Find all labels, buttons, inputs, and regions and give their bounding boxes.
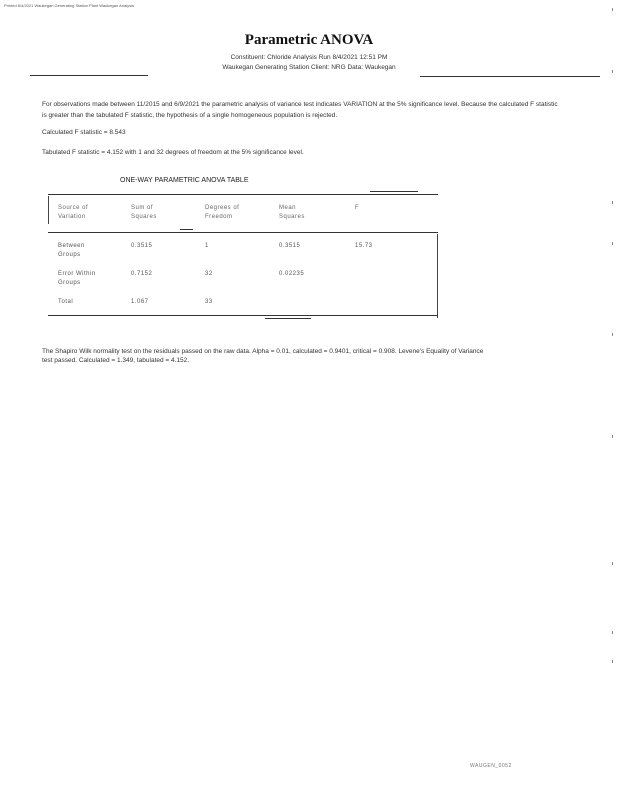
- table-bottom-rule-accent: [265, 318, 311, 319]
- row-within-df: 32: [205, 271, 213, 277]
- document-code: WAUGEN_0052: [470, 763, 512, 769]
- normality-test-line-1: The Shapiro Wilk normality test on the residuals passed on the raw data. Alpha = 0.01, calculated = 0.9401, critical = 0.908. Levene's Equality of Variance: [42, 348, 484, 355]
- table-right-border: [437, 234, 438, 318]
- row-between-ss: 0.3515: [131, 243, 153, 249]
- calculated-f-line: Calculated F statistic = 8.543: [42, 129, 126, 136]
- margin-tick: [612, 660, 613, 663]
- constituent-line: Constituent: Chloride Analysis Run 8/4/2021 12:51 PM: [230, 54, 388, 61]
- header-f: F: [355, 205, 360, 211]
- margin-tick: [612, 201, 613, 204]
- row-total-source-1: Total: [58, 299, 74, 305]
- station-line: Waukegan Generating Station Client: NRG Data: Waukegan: [222, 64, 396, 71]
- header-ms-2: Squares: [279, 214, 305, 220]
- header-source-1: Source of: [58, 205, 89, 211]
- header-rule-right: [420, 76, 600, 77]
- margin-tick: [612, 333, 613, 336]
- row-between-f: 15.73: [355, 243, 373, 249]
- table-left-border: [48, 196, 49, 224]
- margin-tick: [612, 242, 613, 245]
- anova-table-title: ONE-WAY PARAMETRIC ANOVA TABLE: [120, 177, 249, 184]
- table-top-rule-accent: [370, 191, 418, 192]
- header-ms-1: Mean: [279, 205, 297, 211]
- print-header: Printed 8/4/2021 Waukegan Generating Station Plant Waukegan Analysis: [4, 3, 135, 8]
- row-within-source-2: Groups: [58, 280, 81, 286]
- page-title: Parametric ANOVA: [244, 32, 374, 48]
- row-total-ss: 1.067: [131, 299, 149, 305]
- row-between-df: 1: [205, 243, 209, 249]
- row-within-ss: 0.7152: [131, 271, 153, 277]
- table-header-rule: [48, 232, 438, 233]
- header-source-2: Variation: [58, 214, 86, 220]
- normality-test-line-2: test passed. Calculated = 1.349, tabulated = 4.152.: [42, 357, 190, 364]
- header-df-1: Degrees of: [205, 205, 240, 211]
- row-between-source-2: Groups: [58, 252, 81, 258]
- table-top-rule: [48, 194, 438, 195]
- table-bottom-rule: [48, 315, 438, 316]
- tabulated-f-line: Tabulated F statistic = 4.152 with 1 and 32 degrees of freedom at the 5% significance level.: [42, 149, 304, 156]
- row-within-source-1: Error Within: [58, 271, 96, 277]
- row-within-ms: 0.02235: [279, 271, 305, 277]
- row-total-df: 33: [205, 299, 213, 305]
- margin-tick: [612, 435, 613, 438]
- result-paragraph: For observations made between 11/2015 and 6/9/2021 the parametric analysis of variance test indicates VARIATION at the 5% significance level. Because the calculated F statistic is greater than the tabulated F statistic, the hypothesis of a single homogeneous population is rejected.: [42, 101, 558, 119]
- margin-tick: [612, 631, 613, 634]
- row-between-source-1: Between: [58, 243, 85, 249]
- header-df-2: Freedom: [205, 214, 233, 220]
- header-ss-2: Squares: [131, 214, 157, 220]
- table-header-rule-accent: [180, 229, 193, 230]
- row-between-ms: 0.3515: [279, 243, 301, 249]
- margin-tick: [612, 562, 613, 565]
- header-ss-1: Sum of: [131, 205, 154, 211]
- margin-tick: [612, 8, 613, 11]
- header-rule-left: [30, 75, 148, 76]
